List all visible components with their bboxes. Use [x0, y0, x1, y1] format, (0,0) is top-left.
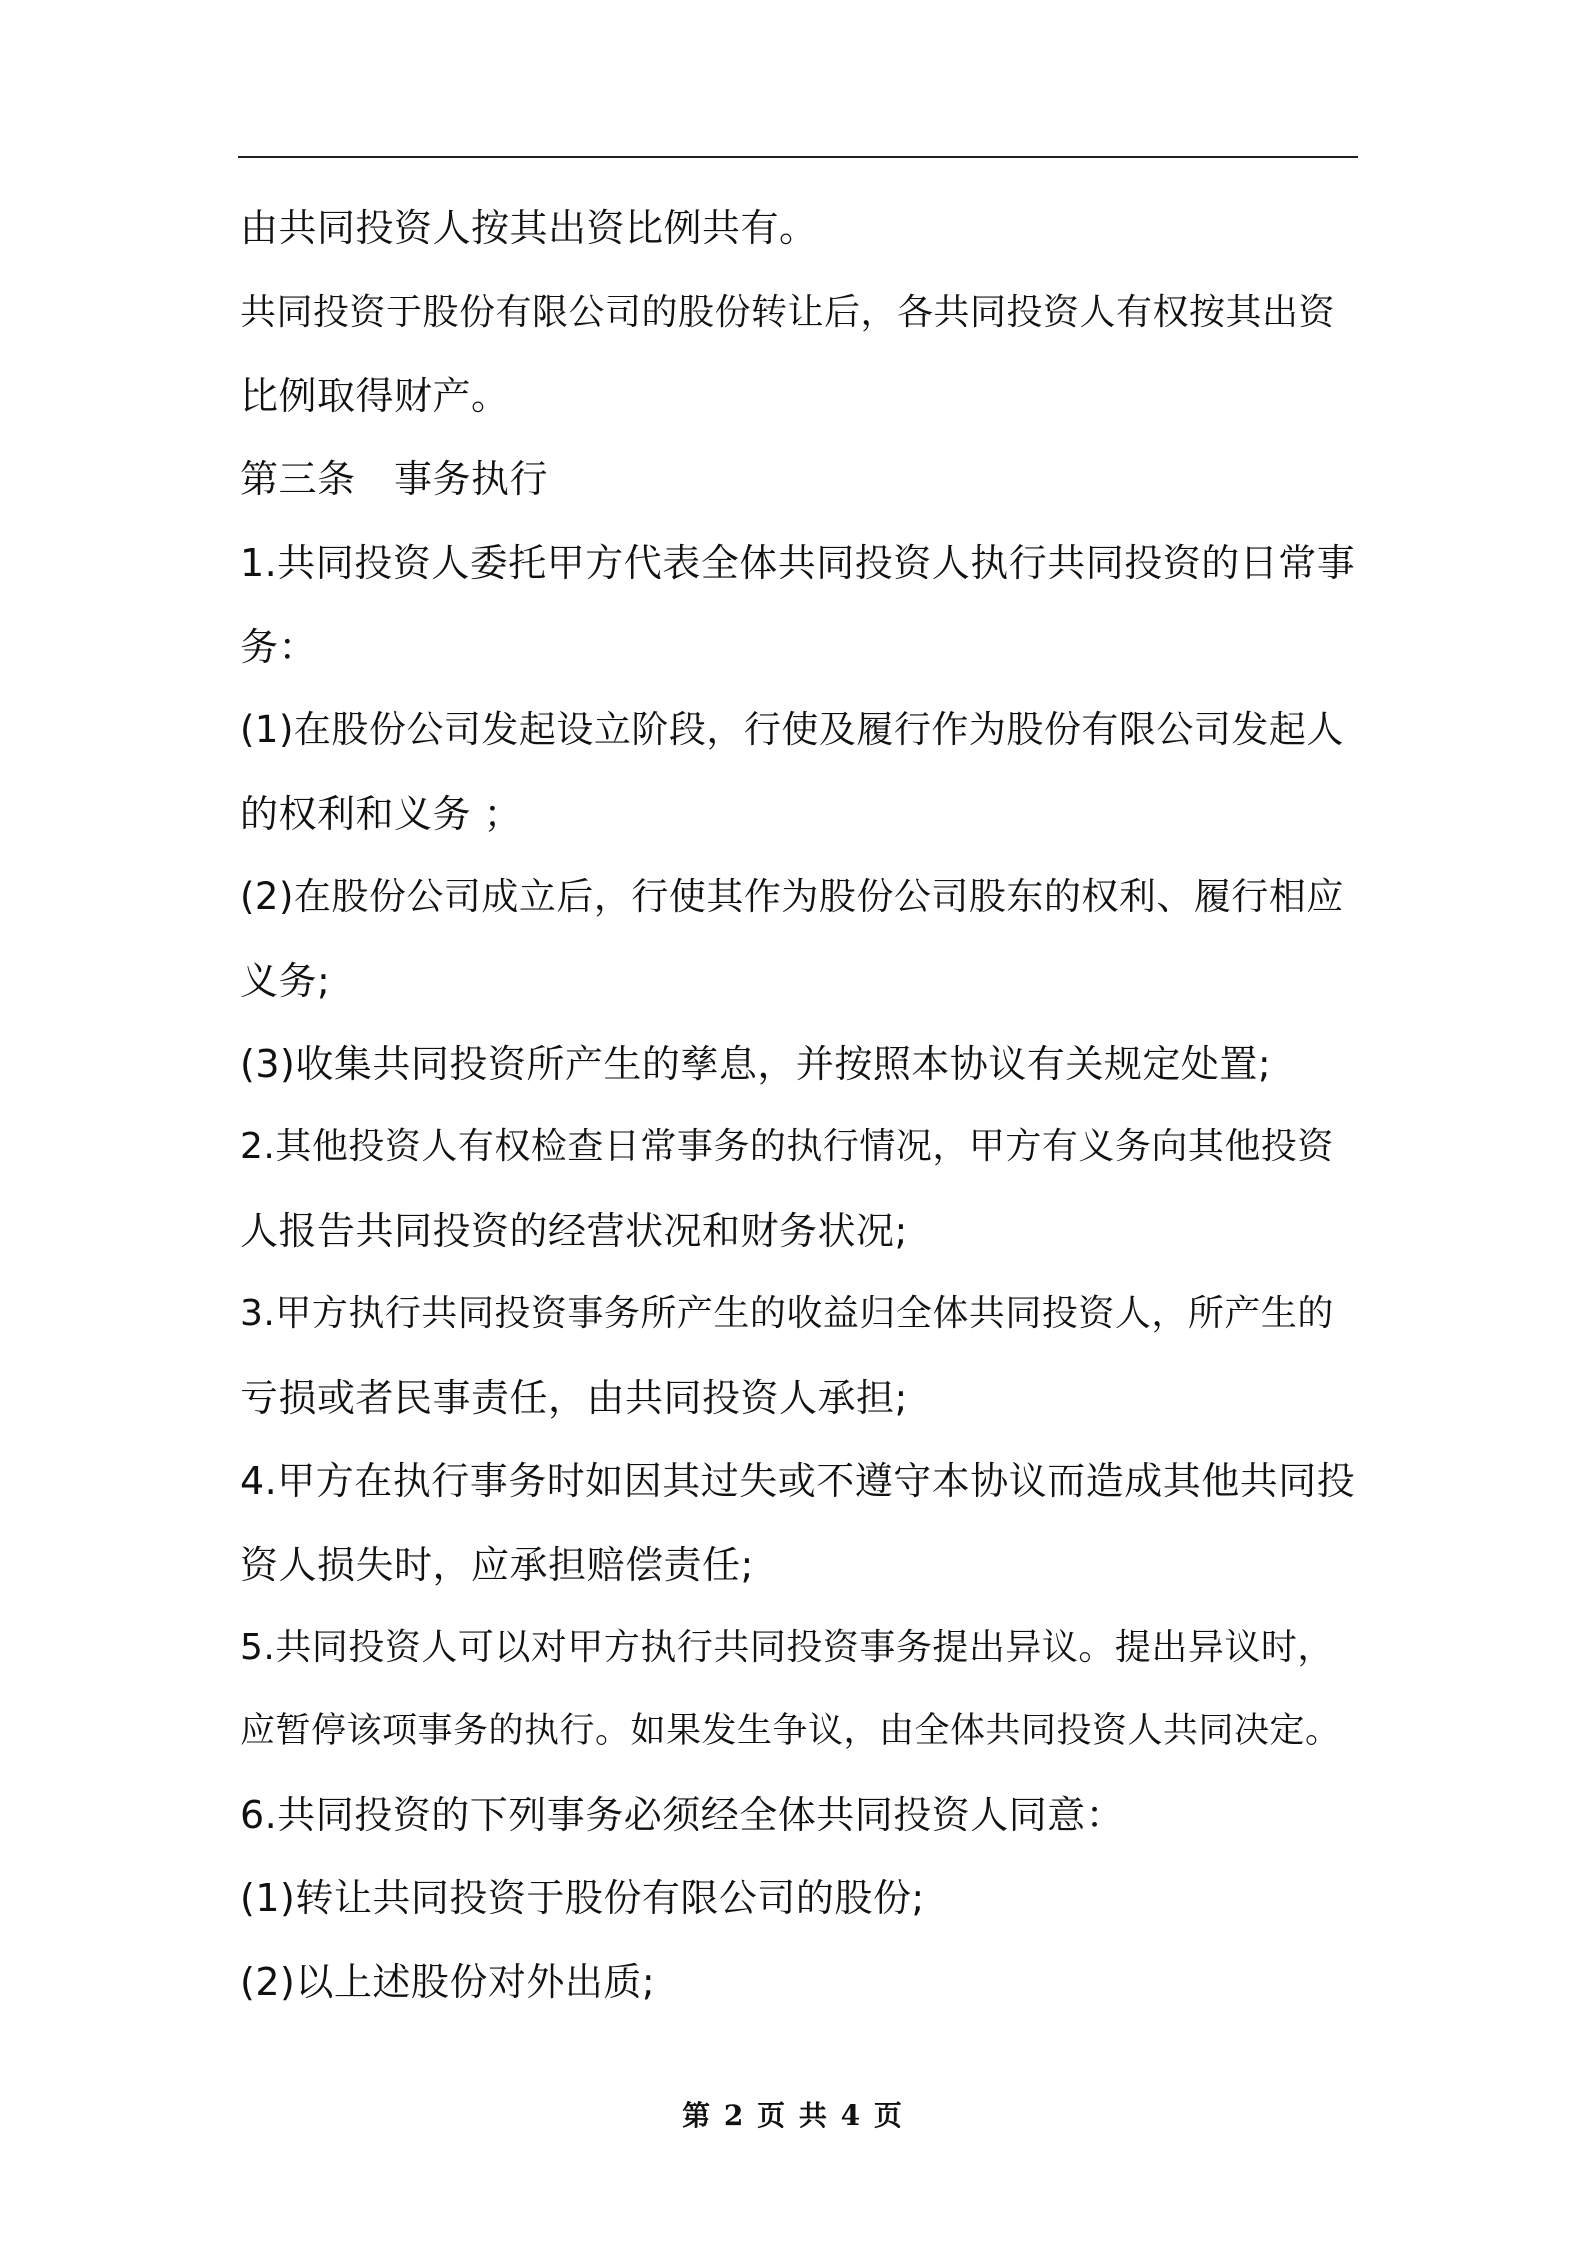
text-line: 共同投资于股份有限公司的股份转让后，各共同投资人有权按其出资 [240, 292, 1336, 333]
text-line: 资人损失时，应承担赔偿责任; [240, 1543, 754, 1587]
text-line: 2.其他投资人有权检查日常事务的执行情况，甲方有义务向其他投资 [240, 1126, 1334, 1167]
text-line: 务： [240, 625, 318, 669]
text-line: 比例取得财产。 [240, 374, 510, 418]
text-line: (2)以上述股份对外出质; [240, 1960, 656, 2004]
text-line: 义务; [240, 959, 331, 1003]
text-line: 人报告共同投资的经营状况和财务状况; [240, 1209, 908, 1253]
text-line: 由共同投资人按其出资比例共有。 [240, 206, 818, 250]
text-line: (3)收集共同投资所产生的孳息，并按照本协议有关规定处置; [240, 1042, 1272, 1086]
text-line: (1)转让共同投资于股份有限公司的股份; [240, 1876, 925, 1920]
text-line: (2)在股份公司成立后，行使其作为股份公司股东的权利、履行相应 [240, 875, 1344, 918]
text-line: 的权利和义务 ； [240, 792, 523, 836]
header-divider [238, 156, 1358, 158]
text-line: (1)在股份公司发起设立阶段，行使及履行作为股份有限公司发起人 [240, 708, 1344, 751]
text-line: 亏损或者民事责任，由共同投资人承担; [240, 1376, 908, 1420]
section-heading: 第三条 事务执行 [240, 457, 549, 501]
text-line: 6.共同投资的下列事务必须经全体共同投资人同意： [240, 1793, 1125, 1837]
page-footer [0, 2098, 1586, 2134]
text-line: 3.甲方执行共同投资事务所产生的收益归全体共同投资人，所产生的 [240, 1293, 1334, 1334]
text-line: 4.甲方在执行事务时如因其过失或不遵守本协议而造成其他共同投 [240, 1459, 1356, 1503]
page-number: 第 2 页 共 4 页 [682, 2099, 904, 2132]
text-line: 5.共同投资人可以对甲方执行共同投资事务提出异议。提出异议时， [240, 1627, 1334, 1668]
text-line: 应暂停该项事务的执行。如果发生争议，由全体共同投资人共同决定。 [240, 1711, 1341, 1751]
text-line: 1.共同投资人委托甲方代表全体共同投资人执行共同投资的日常事 [240, 541, 1356, 585]
